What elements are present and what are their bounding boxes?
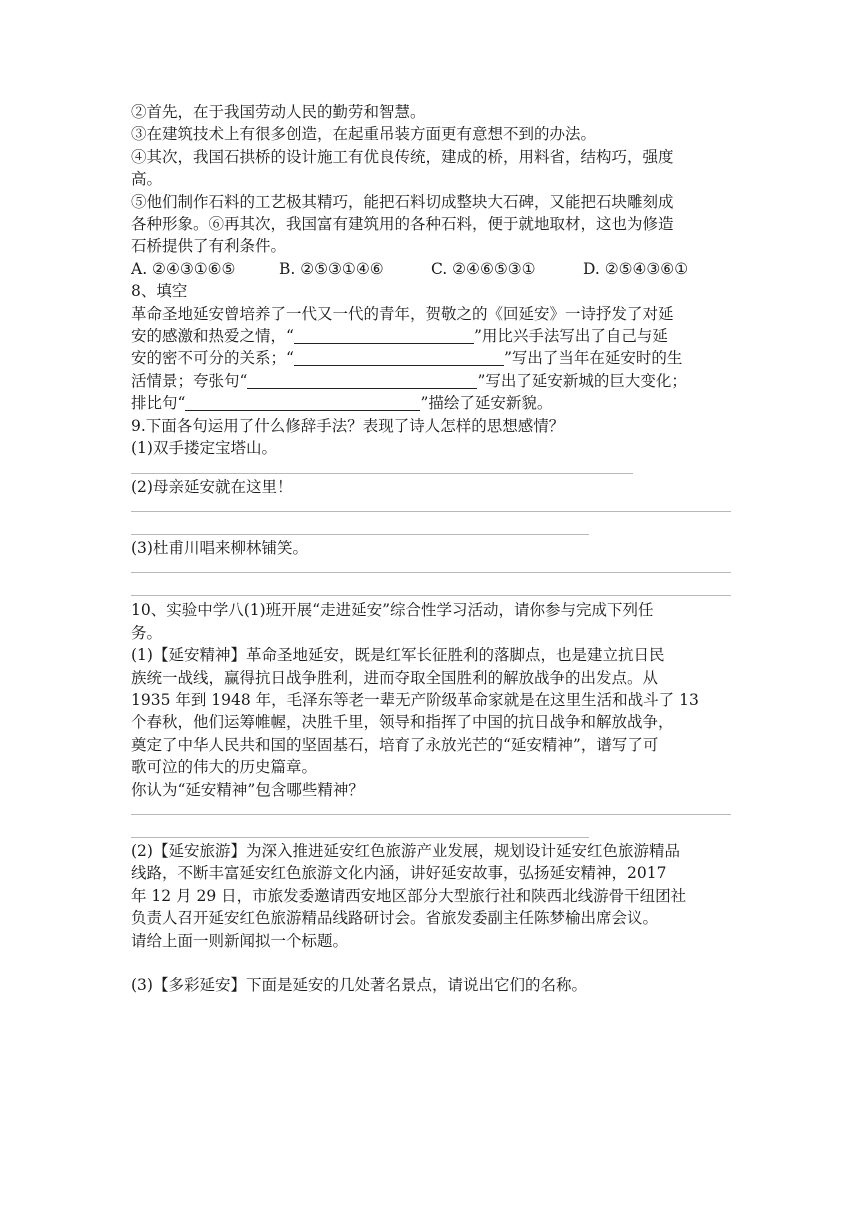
q10-p1-line5: 奠定了中华人民共和国的坚固基石，培育了永放光芒的“延安精神”，谱写了可	[131, 735, 659, 754]
q7-option-a[interactable]: A. ②④③①⑥⑤	[131, 259, 236, 278]
q8-blank-1[interactable]	[294, 327, 474, 344]
q8-line4-pre: 活情景；夸张句“	[131, 371, 248, 390]
q8-line4	[131, 370, 731, 392]
q7-option-c[interactable]: C. ②④⑥⑤③①	[431, 259, 536, 278]
q9-heading: 9.下面各句运用了什么修辞手法？表现了诗人怎样的思想感情？	[131, 416, 565, 435]
q7-option-d[interactable]: D. ②⑤④③⑥①	[583, 259, 689, 278]
q10-p1-line6: 歌可泣的伟大的历史篇章。	[131, 758, 318, 777]
q10-p2-line3: 年 12 月 29 日，市旅发委邀请西安地区部分大型旅行社和陕西北线游骨干纽团社	[131, 886, 687, 905]
q10-heading-line1: 10、实验中学八(1)班开展“走进延安”综合性学习活动，请你参与完成下列任	[131, 601, 654, 620]
q9-sentence-2: (2)母亲延安就在这里！	[131, 477, 293, 496]
worksheet-page	[131, 101, 731, 996]
q10-p2-line5: 请给上面一则新闻拟一个标题。	[131, 931, 349, 950]
q9-sentence-3: (3)杜甫川唱来柳林铺笑。	[131, 538, 308, 557]
q10-p2-line1: (2)【延安旅游】为深入推进延安红色旅游产业发展，规划设计延安红色旅游精品	[131, 841, 680, 860]
q8-line3	[131, 347, 731, 369]
q7-option-b[interactable]: B. ②⑤③①④⑥	[279, 259, 384, 278]
q7-item-3: ③在建筑技术上有很多创造，在起重吊装方面更有意想不到的办法。	[131, 125, 597, 144]
q8-blank-4[interactable]	[185, 394, 420, 411]
q8-line5	[131, 392, 731, 414]
q7-item-4-line1: ④其次，我国石拱桥的设计施工有优良传统，建成的桥，用料省，结构巧，强度	[131, 147, 674, 166]
q10-p2-line2: 线路，不断丰富延安红色旅游文化内涵，讲好延安故事，弘扬延安精神，2017	[131, 864, 667, 883]
q10-p1-line2: 族统一战线，赢得抗日战争胜利，进而夺取全国胜利的解放战争的出发点。从	[131, 668, 659, 687]
q8-line1: 革命圣地延安曾培养了一代又一代的青年，贺敬之的《回延安》一诗抒发了对延	[131, 304, 674, 323]
q8-line5-pre: 排比句“	[131, 394, 186, 413]
q7-options	[131, 258, 731, 280]
q9-sentence-1: (1)双手搂定宝塔山。	[131, 439, 277, 458]
q10-p2-line4: 负责人召开延安红色旅游精品线路研讨会。省旅发委副主任陈梦榆出席会议。	[131, 909, 659, 928]
q7-item-5-line1: ⑤他们制作石料的工艺极其精巧，能把石料切成整块大石碑，又能把石块雕刻成	[131, 192, 674, 211]
q7-item-5-line3: 石桥提供了有利条件。	[131, 237, 287, 256]
q8-blank-2[interactable]	[294, 349, 504, 366]
q10-p1-line4: 个春秋，他们运筹帷幄，决胜千里，领导和指挥了中国的抗日战争和解放战争，	[131, 713, 674, 732]
q8-line4-post: ”写出了延安新城的巨大变化；	[477, 371, 687, 390]
q7-item-4-line2: 高。	[131, 170, 163, 189]
q8-line5-post: ”描绘了延安新貌。	[420, 394, 553, 413]
q8-line3-post: ”写出了当年在延安时的生	[503, 349, 683, 368]
q7-item-5-line2: 各种形象。⑥再其次，我国富有建筑用的各种石料，便于就地取材，这也为修造	[131, 215, 674, 234]
q8-line2-post: ”用比兴手法写出了自己与延	[473, 327, 668, 346]
q10-p3: (3)【多彩延安】下面是延安的几处著名景点，请说出它们的名称。	[131, 976, 587, 994]
q10-p1-line1: (1)【延安精神】革命圣地延安，既是红军长征胜利的落脚点，也是建立抗日民	[131, 646, 665, 665]
q10-p1-line3: 1935 年到 1948 年，毛泽东等老一辈无产阶级革命家就是在这里生活和战斗了 13	[131, 690, 699, 709]
q8-heading: 8、填空	[131, 282, 188, 301]
q8-line3-pre: 安的密不可分的关系；“	[131, 349, 294, 368]
q10-p1-question: 你认为“延安精神”包含哪些精神？	[131, 780, 364, 799]
q8-blank-3[interactable]	[247, 372, 477, 389]
q10-heading-line2: 务。	[131, 623, 163, 642]
q8-line2	[131, 325, 731, 347]
q8-line2-pre: 安的感激和热爱之情，“	[131, 327, 294, 346]
q7-item-2: ②首先，在于我国劳动人民的勤劳和智慧。	[131, 103, 426, 121]
